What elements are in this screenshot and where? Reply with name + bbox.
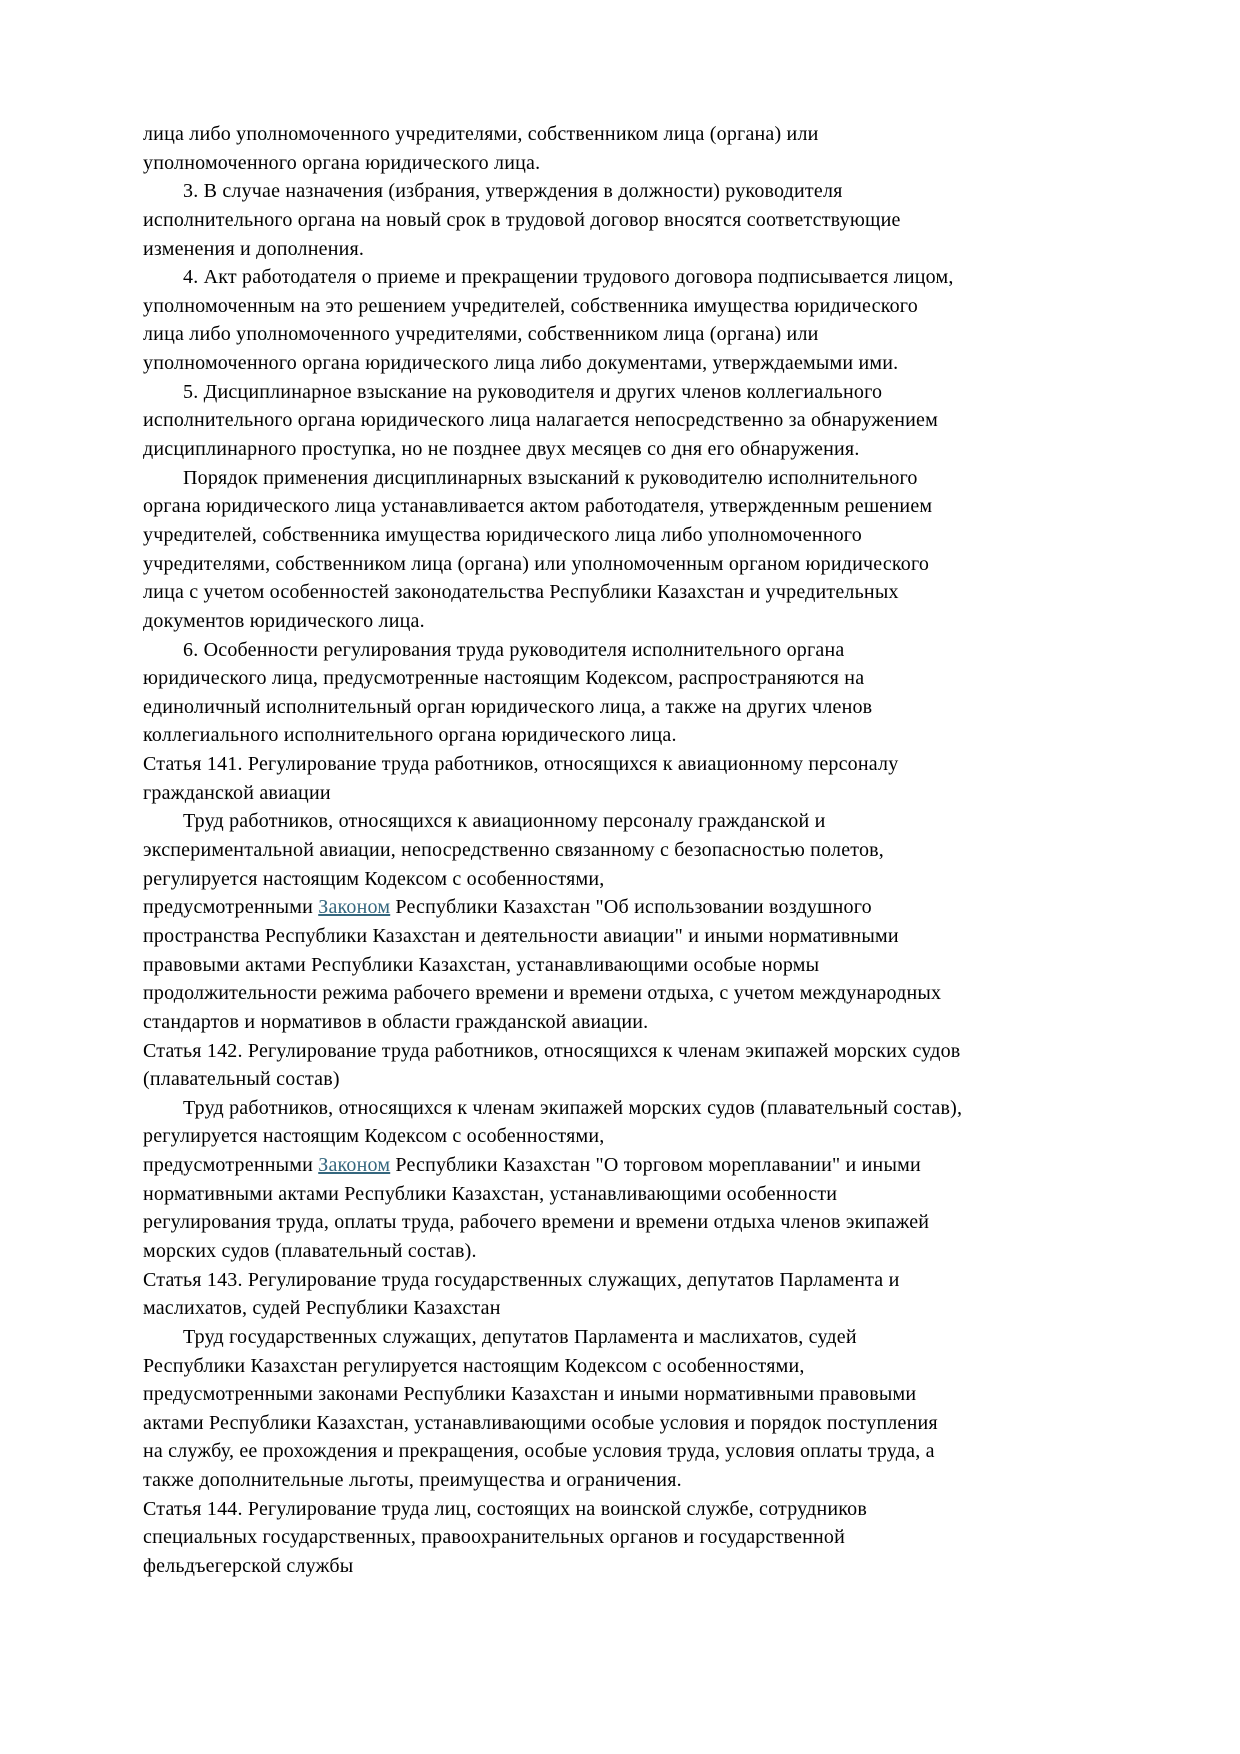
text-line: 3. В случае назначения (избрания, утверждения в должности) руководителя xyxy=(183,180,843,203)
text-line: единоличный исполнительный орган юридического лица, а также на других членов xyxy=(143,695,873,718)
article-142-heading-line: (плавательный состав) xyxy=(143,1068,340,1091)
text-line: на службу, ее прохождения и прекращения, особые условия труда, условия оплаты труда, а xyxy=(143,1440,935,1463)
text-line: предусмотренными законами Республики Казахстан и иными нормативными правовыми xyxy=(143,1383,917,1406)
article-144-heading-line: Статья 144. Регулирование труда лиц, состоящих на воинской службе, сотрудников xyxy=(143,1497,868,1520)
article-143-heading-line: Статья 143. Регулирование труда государственных служащих, депутатов Парламента и xyxy=(143,1268,900,1291)
text-line: Труд государственных служащих, депутатов Парламента и маслихатов, судей xyxy=(183,1325,857,1348)
text-line: 6. Особенности регулирования труда руководителя исполнительного органа xyxy=(183,638,845,661)
text-line: также дополнительные льготы, преимущества и ограничения. xyxy=(143,1469,682,1492)
text-line: уполномоченного органа юридического лица. xyxy=(143,151,541,174)
text-line: документов юридического лица. xyxy=(143,609,425,632)
law-link-aviation[interactable]: Законом xyxy=(318,896,391,919)
line-text: предусмотренными xyxy=(143,896,319,919)
law-link-maritime[interactable]: Законом xyxy=(318,1154,391,1177)
line-text: Республики Казахстан "Об использовании воздушного xyxy=(390,896,872,919)
text-line: лица либо уполномоченного учредителями, собственником лица (органа) или xyxy=(143,323,819,346)
text-line xyxy=(143,1151,1180,1180)
text-line: изменения и дополнения. xyxy=(143,237,365,260)
line-text: Республики Казахстан "О торговом мореплавании" и иными xyxy=(390,1154,921,1177)
text-line: юридического лица, предусмотренные настоящим Кодексом, распространяются на xyxy=(143,667,865,690)
line-text: предусмотренными xyxy=(143,1154,319,1177)
text-line: лица либо уполномоченного учредителями, собственником лица (органа) или xyxy=(143,123,819,145)
text-line: лица с учетом особенностей законодательства Республики Казахстан и учредительных xyxy=(143,581,899,604)
text-line: 5. Дисциплинарное взыскание на руководителя и других членов коллегиального xyxy=(183,380,883,403)
text-line: Республики Казахстан регулируется настоящим Кодексом с особенностями, xyxy=(143,1354,805,1377)
text-line: регулирования труда, оплаты труда, рабочего времени и времени отдыха членов экипажей xyxy=(143,1211,930,1234)
article-144-heading-line: специальных государственных, правоохранительных органов и государственной xyxy=(143,1526,846,1549)
text-line: уполномоченного органа юридического лица либо документами, утверждаемыми ими. xyxy=(143,352,899,375)
text-line: продолжительности режима рабочего времени и времени отдыха, с учетом международных xyxy=(143,982,942,1005)
text-line: регулируется настоящим Кодексом с особенностями, xyxy=(143,1125,605,1148)
text-line: актами Республики Казахстан, устанавливающими особые условия и порядок поступления xyxy=(143,1411,938,1434)
text-line: стандартов и нормативов в области гражданской авиации. xyxy=(143,1010,649,1033)
article-144-heading-line: фельдъегерской службы xyxy=(143,1555,354,1578)
text-line: 4. Акт работодателя о приеме и прекращении трудового договора подписывается лицом, xyxy=(183,266,954,289)
text-line: правовыми актами Республики Казахстан, устанавливающими особые нормы xyxy=(143,953,820,976)
text-line: уполномоченным на это решением учредителей, собственника имущества юридического xyxy=(143,294,918,317)
text-line: органа юридического лица устанавливается актом работодателя, утвержденным решением xyxy=(143,495,933,518)
article-141-heading-line: Статья 141. Регулирование труда работников, относящихся к авиационному персоналу xyxy=(143,753,899,776)
text-line: регулируется настоящим Кодексом с особенностями, xyxy=(143,867,605,890)
text-line: Труд работников, относящихся к членам экипажей морских судов (плавательный состав), xyxy=(183,1096,963,1119)
text-line: Труд работников, относящихся к авиационному персоналу гражданской и xyxy=(183,810,826,833)
article-142-heading-line: Статья 142. Регулирование труда работников, относящихся к членам экипажей морских судов xyxy=(143,1039,961,1062)
text-line: учредителей, собственника имущества юридического лица либо уполномоченного xyxy=(143,523,862,546)
article-143-heading-line: маслихатов, судей Республики Казахстан xyxy=(143,1297,501,1320)
text-line: морских судов (плавательный состав). xyxy=(143,1239,477,1262)
text-line: коллегиального исполнительного органа юридического лица. xyxy=(143,724,677,747)
article-141-heading-line: гражданской авиации xyxy=(143,781,331,804)
text-line: нормативными актами Республики Казахстан, устанавливающими особенности xyxy=(143,1182,838,1205)
text-line: исполнительного органа на новый срок в трудовой договор вносятся соответствующие xyxy=(143,208,901,231)
text-line: экспериментальной авиации, непосредственно связанному с безопасностью полетов, xyxy=(143,839,884,862)
text-line: учредителями, собственником лица (органа) или уполномоченным органом юридического xyxy=(143,552,930,575)
text-line: исполнительного органа юридического лица налагается непосредственно за обнаружением xyxy=(143,409,938,432)
text-line: Порядок применения дисциплинарных взысканий к руководителю исполнительного xyxy=(183,466,918,489)
text-line xyxy=(143,893,1180,922)
text-line: дисциплинарного проступка, но не позднее двух месяцев со дня его обнаружения. xyxy=(143,438,860,461)
text-line: пространства Республики Казахстан и деятельности авиации" и иными нормативными xyxy=(143,924,899,947)
